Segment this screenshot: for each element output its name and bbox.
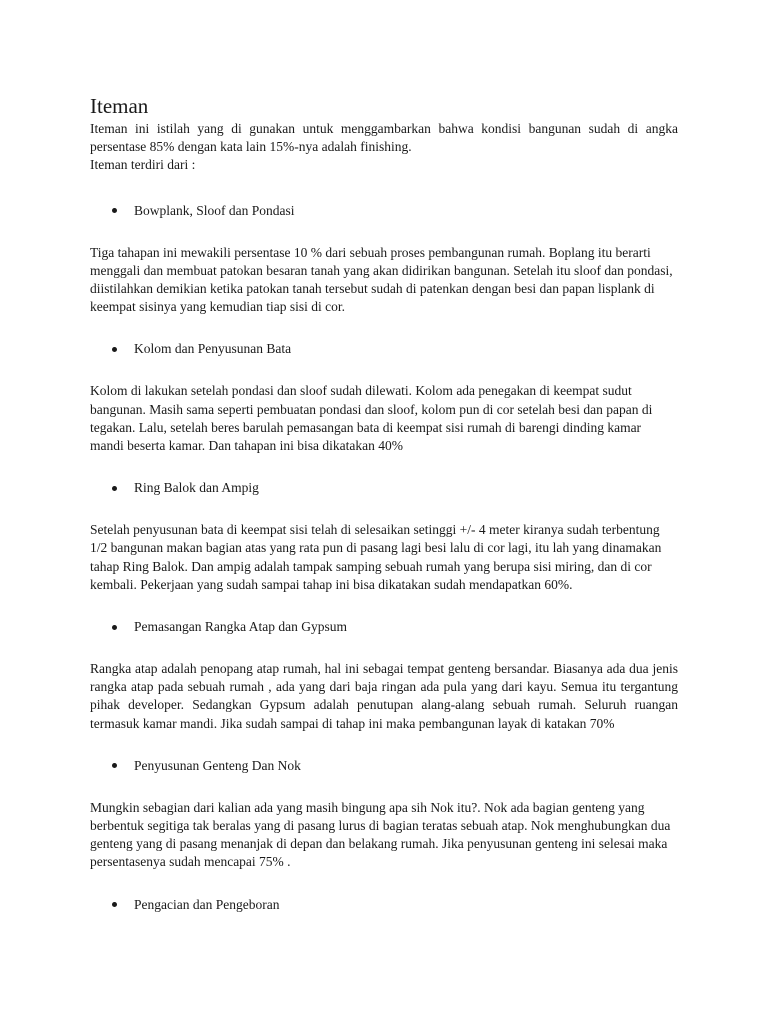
intro-list-label: Iteman terdiri dari : (90, 157, 196, 173)
section-heading-bowplank (112, 202, 678, 220)
intro-paragraph: Iteman ini istilah yang di gunakan untuk menggambarkan bahwa kondisi bangunan sudah di angka persentase 85% dengan kata lain 15%-nya adalah finishing. (90, 121, 678, 155)
bullet-icon (112, 208, 117, 213)
section-body-bowplank: Tiga tahapan ini mewakili persentase 10 % dari sebuah proses pembangunan rumah. Boplang itu berarti menggali dan membuat patokan besaran tanah yang akan didirikan bangunan. Setelah itu sloof dan pondasi, diistilahkan demikian ketika patokan tanah tersebut sudah di patenkan dengan besi dan papan lisplank di keempat sisinya yang kemudian tiap sisi di cor. (90, 244, 673, 315)
bullet-icon (112, 763, 117, 768)
section-body-genteng: Mungkin sebagian dari kalian ada yang masih bingung apa sih Nok itu?. Nok ada bagian genteng yang berbentuk segitiga tak beralas yang di pasang lurus di bagian teratas sebuah atap. Nok menghubungkan dua genteng yang di pasang menanjak di depan dan belakang rumah. Jika penyusunan genteng ini selesai maka persentasenya sudah mencapai 75% . (90, 799, 671, 870)
section-heading-label: Ring Balok dan Ampig (134, 480, 259, 496)
section-heading-label: Bowplank, Sloof dan Pondasi (134, 202, 295, 218)
section-heading-label: Pengacian dan Pengeboran (134, 896, 280, 912)
section-heading-genteng (112, 757, 678, 775)
document-title: Iteman (90, 94, 149, 118)
section-heading-pengacian (112, 896, 678, 914)
section-body-ring-balok: Setelah penyusunan bata di keempat sisi telah di selesaikan setinggi +/- 4 meter kiranya sudah terbentung 1/2 bangunan makan bagian atas yang rata pun di pasang lagi besi lalu di cor lagi, itu lah yang dinamakan tahap Ring Balok. Dan ampig adalah tampak samping sebuah rumah yang berupa sisi miring, dan di cor kembali. Pekerjaan yang sudah sampai tahap ini bisa dikatakan sudah mendapatkan 60%. (90, 522, 662, 592)
bullet-icon (112, 902, 117, 907)
section-heading-kolom (112, 340, 678, 358)
section-heading-ring-balok (112, 479, 678, 497)
document-page (90, 92, 678, 914)
bullet-icon (112, 625, 117, 630)
section-heading-label: Penyusunan Genteng Dan Nok (134, 757, 301, 773)
section-body-kolom: Kolom di lakukan setelah pondasi dan sloof sudah dilewati. Kolom ada penegakan di keempat sudut bangunan. Masih sama seperti pembuatan pondasi dan sloof, kolom pun di cor setelah besi dan papan di tegakan. Lalu, setelah beres barulah pemasangan bata di keempat sisi rumah di barengi dinding kamar mandi beserta kamar. Dan tahapan ini bisa dikatakan 40% (90, 383, 653, 454)
bullet-icon (112, 486, 117, 491)
section-heading-rangka-atap (112, 618, 678, 636)
section-heading-label: Kolom dan Penyusunan Bata (134, 341, 292, 357)
section-heading-label: Pemasangan Rangka Atap dan Gypsum (134, 619, 347, 635)
section-body-rangka-atap: Rangka atap adalah penopang atap rumah, hal ini sebagai tempat genteng bersandar. Biasanya ada dua jenis rangka atap pada sebuah rumah , ada yang dari baja ringan ada pula yang dari kayu. Semua itu tergantung pihak developer. Sedangkan Gypsum adalah penutupan alang-alang sebuah rumah. Seluruh ruangan termasuk kamar mandi. Jika sudah sampai di tahap ini maka pembangunan layak di katakan 70% (90, 661, 678, 731)
bullet-icon (112, 347, 117, 352)
